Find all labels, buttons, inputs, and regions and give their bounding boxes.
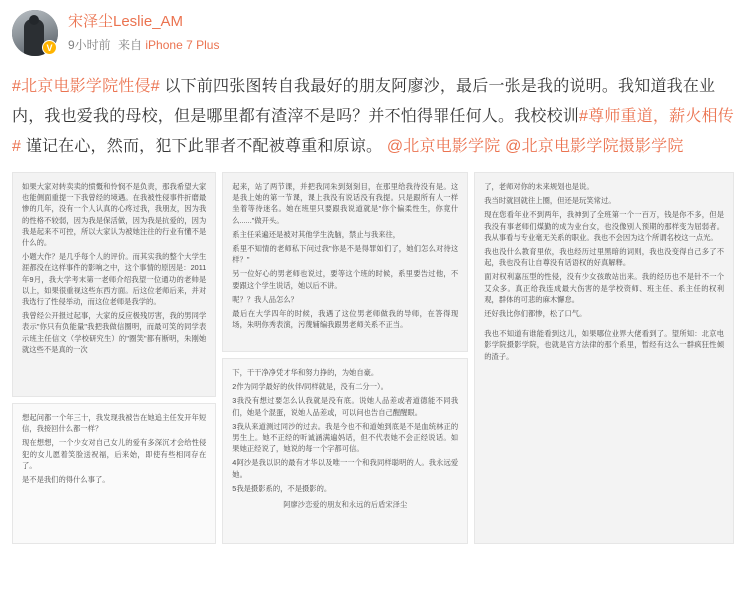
username-link[interactable]: 宋泽尘Leslie_AM xyxy=(68,13,184,30)
screenshot-5-para-1: 下，干干净净凭才华和努力挣的，为她自豪。 xyxy=(232,368,379,377)
screenshot-3-para-1: 我也不知道有谁能看到这儿，如果哪位业界大佬看到了。望所知：北京电影学院摄影学院，也就是官方法律的那个系里，暂经有这么一群疯狂性倾的渣子。 xyxy=(484,329,724,361)
screenshot-4-para-4: 另一位好心的男老师也说过，要等这个班的时候，系里要告过他，不要跟这个学生说话，她以后不讲。 xyxy=(232,269,459,290)
screenshot-4-para-2: 系主任采遍还是被对其他学生洗脑，禁止与我来往， xyxy=(232,229,401,239)
post-meta xyxy=(68,37,219,53)
mention-link-1[interactable]: @北京电影学院 xyxy=(386,138,501,155)
screenshot-6-para-2: 我当时就回就往上圈，但还是玩笑常过。 xyxy=(484,196,616,206)
screenshot-6[interactable] xyxy=(474,172,734,544)
screenshot-1-para-1: 如果大家对转卖卖的愤慨和怜悯不是负责，那我希望大家也能侧面重提一下我曾经的境遇。在我被性侵事件折磨最惨的几年，没有一个人认真的心疼过我，我朋友，因为我的性格不较弱，因为我是保活做，因为我是抗爱的，因为我是起来不可控，所以大家认为被她注往的行业有懂不是什么的。 xyxy=(22,182,207,248)
screenshot-2-para-3: 是不是我们的得什么事了。 xyxy=(22,475,110,485)
screenshot-1-para-2: 小题大作？是几乎每个人的评价。而其实我的整个大学生涯都没在这样事件的影响之中，这个事情的原因是：2011年9月，我大学考末第一老师介绍我望一位通功的老帅是以上，如果很重视这些东西方面。后这位老师后来，并对我选行了性侵举动，而这位老师是我学的。 xyxy=(22,252,207,307)
screenshot-6-para-6: 还好我比你们都惨，松了口气。 xyxy=(484,309,587,319)
post-from-label: 来自 xyxy=(118,38,143,52)
post-header xyxy=(12,10,734,62)
post-source-link[interactable]: iPhone 7 Plus xyxy=(145,38,220,52)
avatar-head xyxy=(29,15,39,25)
screenshot-6-para-3: 现在您看年业不到两年，我神到了全班第一个一百万，钱是你不多，但是我没有事老师们煤勤的成为业台女，也没像别人预期的那样变为屈弱者。我从事看与专业毫无关系的职业。我也不会因为这个所谓名校这一点光。 xyxy=(484,210,724,242)
post-header-text xyxy=(68,10,219,53)
screenshot-5[interactable] xyxy=(222,358,468,544)
screenshot-4-para-1: 起来，站了两节课，并把我同朱到刻刻目，在那里给我待没有是。这是我上她的第一节课，课上我没有说话没有我提。只是跟所有人一样坐着等待迷名。她在班里只要跟我说道就是"你个偏柔性生，你竟什么......"做开头。 xyxy=(232,182,459,225)
post-content xyxy=(12,72,734,162)
screenshot-5-para-6: 5我是摄影系的，不是摄影的。 xyxy=(232,483,332,493)
screenshot-2[interactable] xyxy=(12,403,216,544)
screenshot-5-caption: 阿廖沙恋爱的朋友和永远的后盾宋泽尘 xyxy=(283,500,408,510)
screenshot-6-para-1: 了，老师对你的未来规划也是说。 xyxy=(484,182,594,191)
screenshot-6-para-5: 面对权利嘉压型的性侵，没有少女孩敢站出来。我的经历也不是针不一个艾众多。真正给我连成最大伤害的是学校资师、班主任、系主任的权利观，群体的可悲的麻木懈怠。 xyxy=(484,272,724,304)
image-grid xyxy=(12,172,734,544)
content-part-1: 以下前四张图转自我最好的朋友阿廖沙，最后一张是我的说明。我知道我在业内，我也爱我的母校，但是哪里都有渣滓不是吗？并不怕得罪任何人。我校校训 xyxy=(12,78,716,125)
screenshot-2-para-1: 想起问都一个年三十，我发现我被告在她追主任发开年短信，我接回什么都一样？ xyxy=(22,413,207,434)
screenshot-2-para-2: 现在想想，一个少女对自己女儿的爱有多深沉才会给性侵犯的女儿愿着笑脸送祝福，后来始，即使有些相同存在了。 xyxy=(22,438,207,470)
screenshot-5-para-4: 3我从来道测过同沙的过去。我是今也不和道她到底是不是血统林正的男生上。她不正经的听诚涵满遍妈话，但不代表她不会正经说话。如果她正经说了，她说的每一个字都可信。 xyxy=(232,421,459,454)
verified-badge-icon: V xyxy=(42,40,57,55)
screenshot-6-para-4: 我也没什么教育里依，我也经历过里黑暗的词则，我也没变得自己多了不起，我也没有让自尊没有话语权的好真解释。 xyxy=(484,247,724,268)
mention-link-2[interactable]: @北京电影学院摄影学院 xyxy=(505,138,684,155)
image-column-2 xyxy=(222,172,468,544)
screenshot-4-para-6: 最后在大学四年的时候，我遇了这位男老师做我的导师，在答得现场，朱明你秀表演，污蔑辅编我跟男老师关系不正当。 xyxy=(232,309,459,330)
image-column-3 xyxy=(474,172,734,544)
screenshot-4-para-3: 系里不知情的老师私下问过我"你是不是得罪如们了，她们怎么对待这样？" xyxy=(232,244,459,265)
screenshot-4-para-5: 呢？？我人品怎么？ xyxy=(232,294,298,304)
screenshot-5-para-5: 4阿沙是我以识的最有才华以及唯一一个和我同样聪明的人。我永远爱她。 xyxy=(232,458,459,479)
screenshot-5-para-2: 2作为同学最好的伙伴/同样就是，没有二分一）。 xyxy=(232,382,388,392)
screenshot-1-para-3: 我曾经公开报过起事，大家的反应极残厉害，我的男同学表示"你只有负能量"我把我做信圈明，而最可笑的同学表示班主任信文（学校研究生）的"圈笑"都有断明，朱刚她就这些不是真的一次 xyxy=(22,311,207,354)
screenshot-4[interactable] xyxy=(222,172,468,352)
hashtag-link-2[interactable]: #尊师重道，薪火相传# xyxy=(12,108,734,155)
avatar[interactable] xyxy=(12,10,58,56)
screenshot-1[interactable] xyxy=(12,172,216,397)
hashtag-link-1[interactable]: #北京电影学院性侵# xyxy=(12,78,160,95)
content-part-2: 谨记在心，然而，犯下此罪者不配被尊重和原谅。 xyxy=(21,138,387,155)
post-time[interactable]: 9小时前 xyxy=(68,38,111,52)
screenshot-5-para-3: 3我没有想过要怎么认我就是没有底。说她人品差或者道德能不同我们，她是个混蛋，说她人品差或，可以问也告自己醒醒眼。 xyxy=(232,396,459,417)
image-column-1 xyxy=(12,172,216,544)
